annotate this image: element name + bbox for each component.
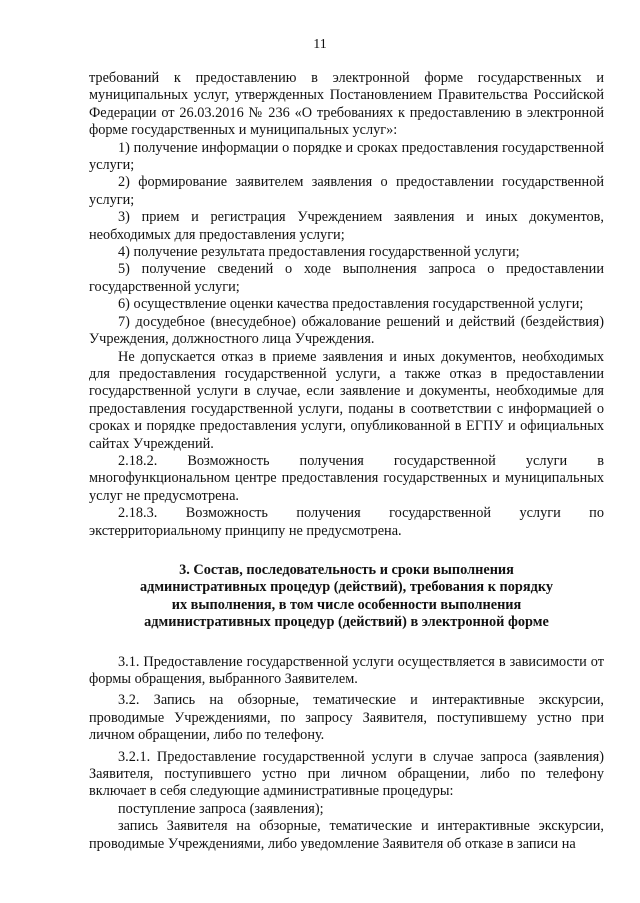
list-item-2: 2) формирование заявителем заявления о предоставлении государственной услуги;	[89, 174, 604, 208]
procedure-item-request-received: поступление запроса (заявления);	[118, 800, 324, 817]
section-heading-line-4: административных процедур (действий) в электронной форме	[144, 614, 549, 631]
paragraph-2-18-2: 2.18.2. Возможность получения государственной услуги в многофункциональном центре предоставления государственных и муниципальных услуг не предусмотрена.	[89, 452, 604, 504]
list-item-3: 3) прием и регистрация Учреждением заявления и иных документов, необходимых для предоставления услуги;	[89, 209, 604, 243]
section-heading-line-1: 3. Состав, последовательность и сроки выполнения	[179, 561, 514, 578]
procedure-item-registration: запись Заявителя на обзорные, тематические и интерактивные экскурсии, проводимые Учреждениями, либо уведомление Заявителя об отказе в записи на	[89, 818, 604, 852]
list-item-7: 7) досудебное (внесудебное) обжалование решений и действий (бездействия) Учреждения, должностного лица Учреждения.	[89, 313, 604, 348]
list-item-6: 6) осуществление оценки качества предоставления государственной услуги;	[118, 296, 584, 313]
list-item-1: 1) получение информации о порядке и сроках предоставления государственной услуги;	[89, 139, 604, 174]
list-item-5: 5) получение сведений о ходе выполнения запроса о предоставлении государственной услуги;	[89, 261, 604, 295]
paragraph-3-1: 3.1. Предоставление государственной услуги осуществляется в зависимости от формы обращения, выбранного Заявителем.	[89, 653, 604, 687]
paragraph-requirements-continuation: требований к предоставлению в электронной форме государственных и муниципальных услуг, утвержденных Постановлением Правительства Российской Федерации от 26.03.2016 № 236 «О требованиях к предоставлению в электронной форме государственных и муниципальных услуг»:	[89, 70, 604, 139]
list-item-4: 4) получение результата предоставления государственной услуги;	[118, 244, 520, 261]
paragraph-refusal-not-allowed: Не допускается отказ в приеме заявления и иных документов, необходимых для предоставления государственной услуги, а также отказ в предоставлении государственной услуги в случае, если заявление и документы, необходимые для предоставления государственной услуги, поданы в соответствии с информацией о сроках и порядке предоставления услуги, опубликованной в ЕГПУ и официальных сайтах Учреждений.	[89, 348, 604, 452]
paragraph-3-2-1: 3.2.1. Предоставление государственной услуги в случае запроса (заявления) Заявителя, поступившего устно при личном обращении, либо по телефону включает в себя следующие административные процедуры:	[89, 748, 604, 800]
section-heading-line-2: административных процедур (действий), требования к порядку	[139, 579, 554, 596]
paragraph-3-2: 3.2. Запись на обзорные, тематические и интерактивные экскурсии, проводимые Учреждениями, по запросу Заявителя, поступившему устно при личном обращении, либо по телефону.	[89, 692, 604, 744]
page-number: 11	[313, 37, 327, 52]
paragraph-2-18-3: 2.18.3. Возможность получения государственной услуги по экстерриториальному принципу не предусмотрена.	[89, 505, 604, 539]
document-body	[89, 70, 604, 853]
section-heading-line-3: их выполнения, в том числе особенности выполнения	[171, 596, 522, 613]
section-heading	[89, 562, 604, 632]
